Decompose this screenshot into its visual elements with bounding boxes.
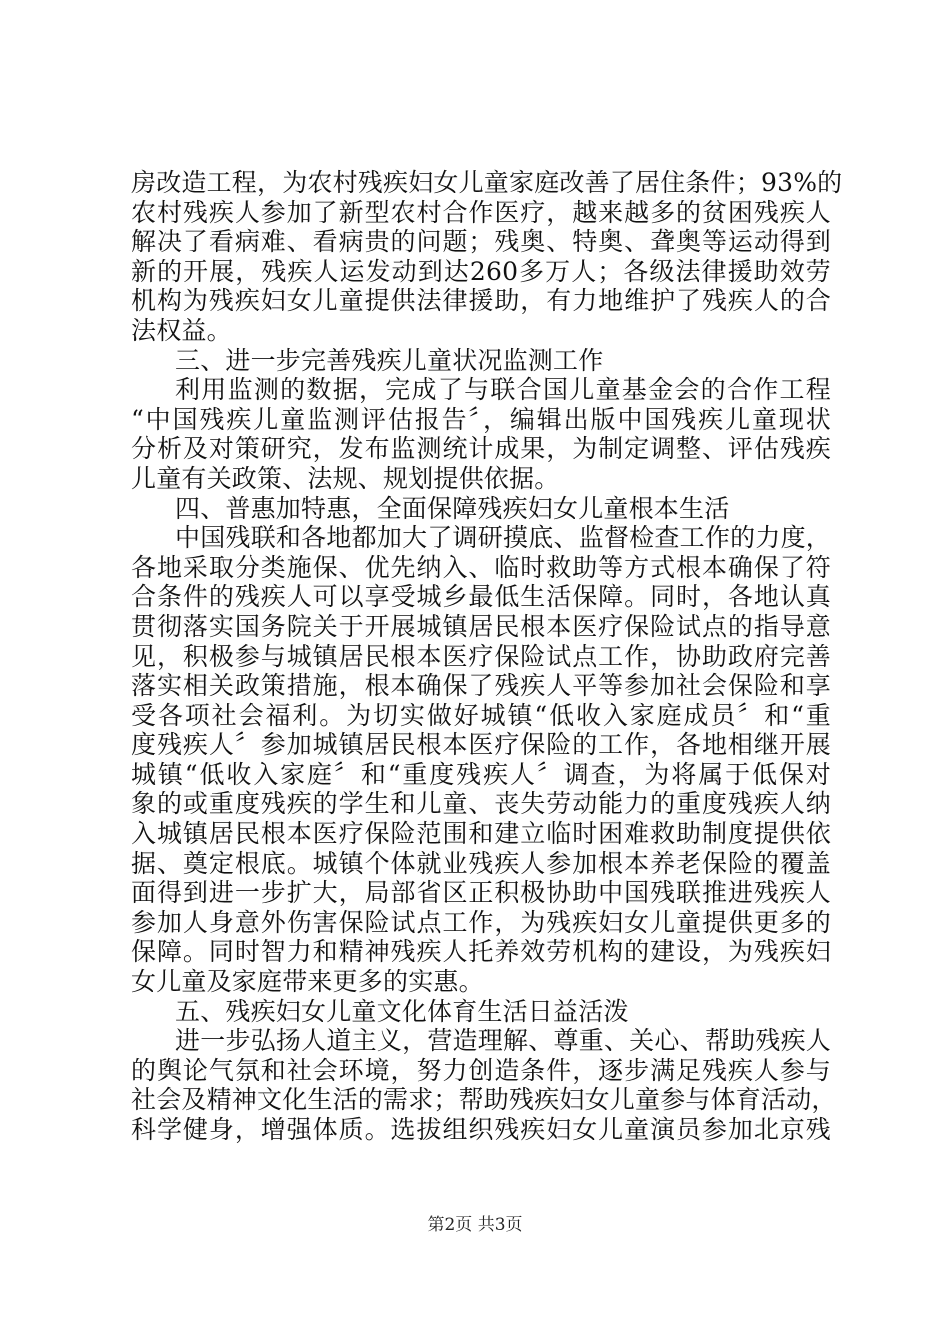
section-heading: 四、普惠加特惠，全面保障残疾妇女儿童根本生活 xyxy=(175,493,730,523)
text-line: 中国残联和各地都加大了调研摸底、监督检查工作的力度， xyxy=(175,523,831,553)
text-line: 入城镇居民根本医疗保险范围和建立临时困难救助制度提供依 xyxy=(131,819,831,849)
text-line: 贯彻落实国务院关于开展城镇居民根本医疗保险试点的指导意 xyxy=(131,611,831,641)
section-heading: 三、进一步完善残疾儿童状况监测工作 xyxy=(175,345,604,375)
text-line: 儿童有关政策、法规、规划提供依据。 xyxy=(131,463,560,493)
text-line: 房改造工程，为农村残疾妇女儿童家庭改善了居住条件；93%的 xyxy=(131,168,843,197)
text-line: 法权益。 xyxy=(131,315,232,345)
text-line: 新的开展，残疾人运发动到达260多万人；各级法律援助效劳 xyxy=(131,256,831,286)
page-number-footer: 第2页 共3页 xyxy=(427,1215,523,1235)
text-line: 城镇“低收入家庭〞和“重度残疾人〞调查，为将属于低保对 xyxy=(131,759,831,789)
text-line: 见，积极参与城镇居民根本医疗保险试点工作，协助政府完善 xyxy=(131,641,831,671)
text-line: 社会及精神文化生活的需求；帮助残疾妇女儿童参与体育活动， xyxy=(131,1085,837,1115)
text-line: “中国残疾儿童监测评估报告〞，编辑出版中国残疾儿童现状 xyxy=(131,404,831,434)
text-line: 据、奠定根底。城镇个体就业残疾人参加根本养老保险的覆盖 xyxy=(131,848,831,878)
text-line: 象的或重度残疾的学生和儿童、丧失劳动能力的重度残疾人纳 xyxy=(131,789,831,819)
text-line: 面得到进一步扩大，局部省区正积极协助中国残联推进残疾人 xyxy=(131,878,831,908)
text-line: 农村残疾人参加了新型农村合作医疗，越来越多的贫困残疾人 xyxy=(131,197,831,227)
text-line: 解决了看病难、看病贵的问题；残奥、特奥、聋奥等运动得到 xyxy=(131,227,831,257)
text-line: 受各项社会福利。为切实做好城镇“低收入家庭成员〞和“重 xyxy=(131,700,831,730)
text-line: 的舆论气氛和社会环境，努力创造条件，逐步满足残疾人参与 xyxy=(131,1055,831,1085)
text-line: 参加人身意外伤害保险试点工作，为残疾妇女儿童提供更多的 xyxy=(131,907,831,937)
text-line: 机构为残疾妇女儿童提供法律援助，有力地维护了残疾人的合 xyxy=(131,286,831,316)
text-line: 保障。同时智力和精神残疾人托养效劳机构的建设，为残疾妇 xyxy=(131,937,831,967)
text-line: 合条件的残疾人可以享受城乡最低生活保障。同时，各地认真 xyxy=(131,582,831,612)
text-line: 利用监测的数据，完成了与联合国儿童基金会的合作工程 xyxy=(175,375,831,405)
body-text xyxy=(131,168,843,1145)
text-line: 科学健身，增强体质。选拔组织残疾妇女儿童演员参加北京残 xyxy=(131,1115,831,1144)
section-heading: 五、残疾妇女儿童文化体育生活日益活泼 xyxy=(175,996,629,1026)
text-line: 分析及对策研究，发布监测统计成果，为制定调整、评估残疾 xyxy=(131,434,831,464)
text-line: 度残疾人〞参加城镇居民根本医疗保险的工作，各地相继开展 xyxy=(131,730,831,760)
text-line: 进一步弘扬人道主义，营造理解、尊重、关心、帮助残疾人 xyxy=(175,1026,831,1056)
text-line: 落实相关政策措施，根本确保了残疾人平等参加社会保险和享 xyxy=(131,671,831,701)
text-line: 各地采取分类施保、优先纳入、临时救助等方式根本确保了符 xyxy=(131,552,831,582)
text-line: 女儿童及家庭带来更多的实惠。 xyxy=(131,967,484,997)
